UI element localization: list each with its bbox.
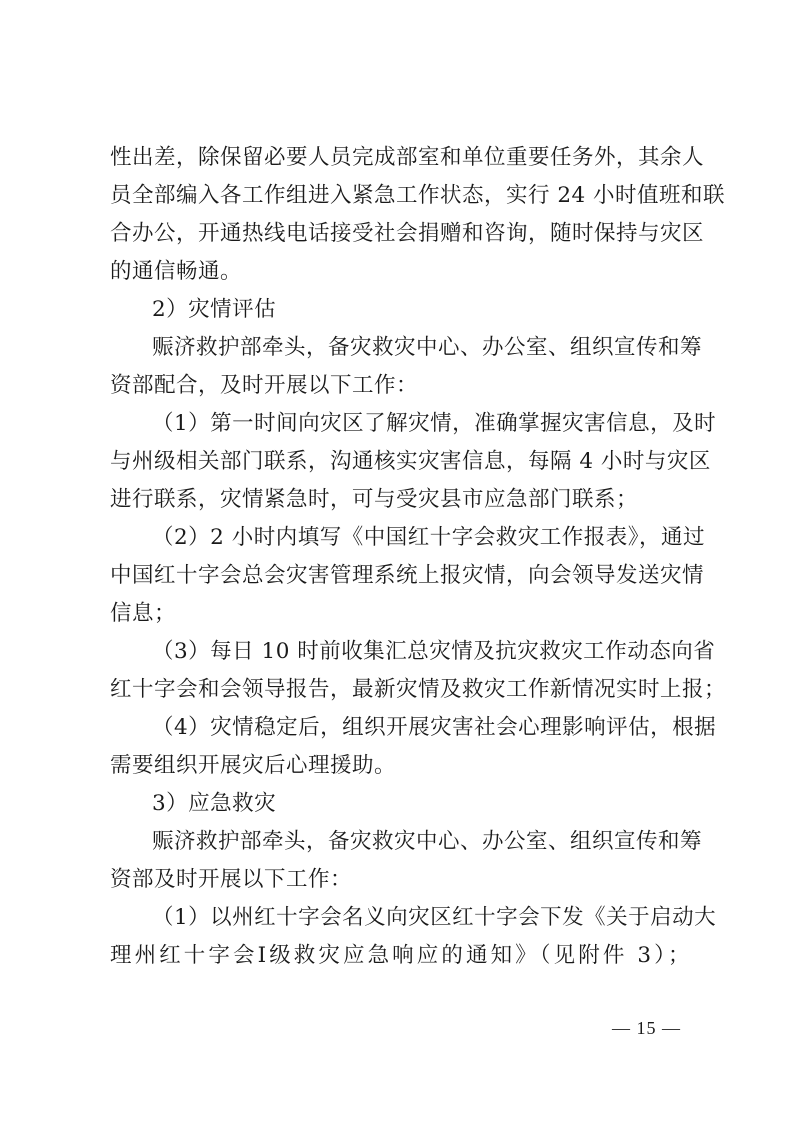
paragraph-line-3: 合办公，开通热线电话接受社会捐赠和咨询，随时保持与灾区 [110, 221, 705, 246]
paragraph-line-2: 员全部编入各工作组进入紧急工作状态，实行 24 小时值班和联 [110, 183, 726, 208]
list-item-3-line-1: （3）每日 10 时前收集汇总灾情及抗灾救灾工作动态向省 [152, 639, 716, 664]
paragraph-line-7: 资部配合，及时开展以下工作： [110, 373, 419, 398]
list-item-5-line-1: （1）以州红十字会名义向灾区红十字会下发《关于启动大 [152, 905, 717, 930]
section-heading-disaster-assessment: 2）灾情评估 [152, 297, 277, 322]
section-heading-emergency-relief: 3）应急救灾 [152, 791, 277, 816]
list-item-2-line-2: 中国红十字会总会灾害管理系统上报灾情，向会领导发送灾情 [110, 563, 705, 588]
list-item-4-line-1: （4）灾情稳定后，组织开展灾害社会心理影响评估，根据 [152, 715, 717, 740]
list-item-5-line-2: 理州红十字会Ⅰ级救灾应急响应的通知》（见附件 3）； [110, 943, 690, 968]
list-item-1-line-3: 进行联系，灾情紧急时，可与受灾县市应急部门联系； [110, 487, 639, 512]
paragraph-line-6: 赈济救护部牵头，备灾救灾中心、办公室、组织宣传和筹 [152, 335, 703, 360]
paragraph-line-1: 性出差，除保留必要人员完成部室和单位重要任务外，其余人 [110, 145, 705, 170]
list-item-4-line-2: 需要组织开展灾后心理援助。 [110, 753, 397, 778]
list-item-1-line-2: 与州级相关部门联系，沟通核实灾害信息，每隔 4 小时与灾区 [110, 449, 711, 474]
paragraph-line-20: 资部及时开展以下工作： [110, 867, 353, 892]
list-item-2-line-3: 信息； [110, 601, 177, 626]
paragraph-line-4: 的通信畅通。 [110, 259, 243, 284]
list-item-3-line-2: 红十字会和会领导报告，最新灾情及救灾工作新情况实时上报； [110, 677, 727, 702]
page-number: — 15 — [612, 1018, 681, 1038]
paragraph-line-19: 赈济救护部牵头，备灾救灾中心、办公室、组织宣传和筹 [152, 829, 703, 854]
list-item-2-line-1: （2）2 小时内填写《中国红十字会救灾工作报表》，通过 [152, 525, 705, 550]
list-item-1-line-1: （1）第一时间向灾区了解灾情，准确掌握灾害信息，及时 [152, 411, 717, 436]
